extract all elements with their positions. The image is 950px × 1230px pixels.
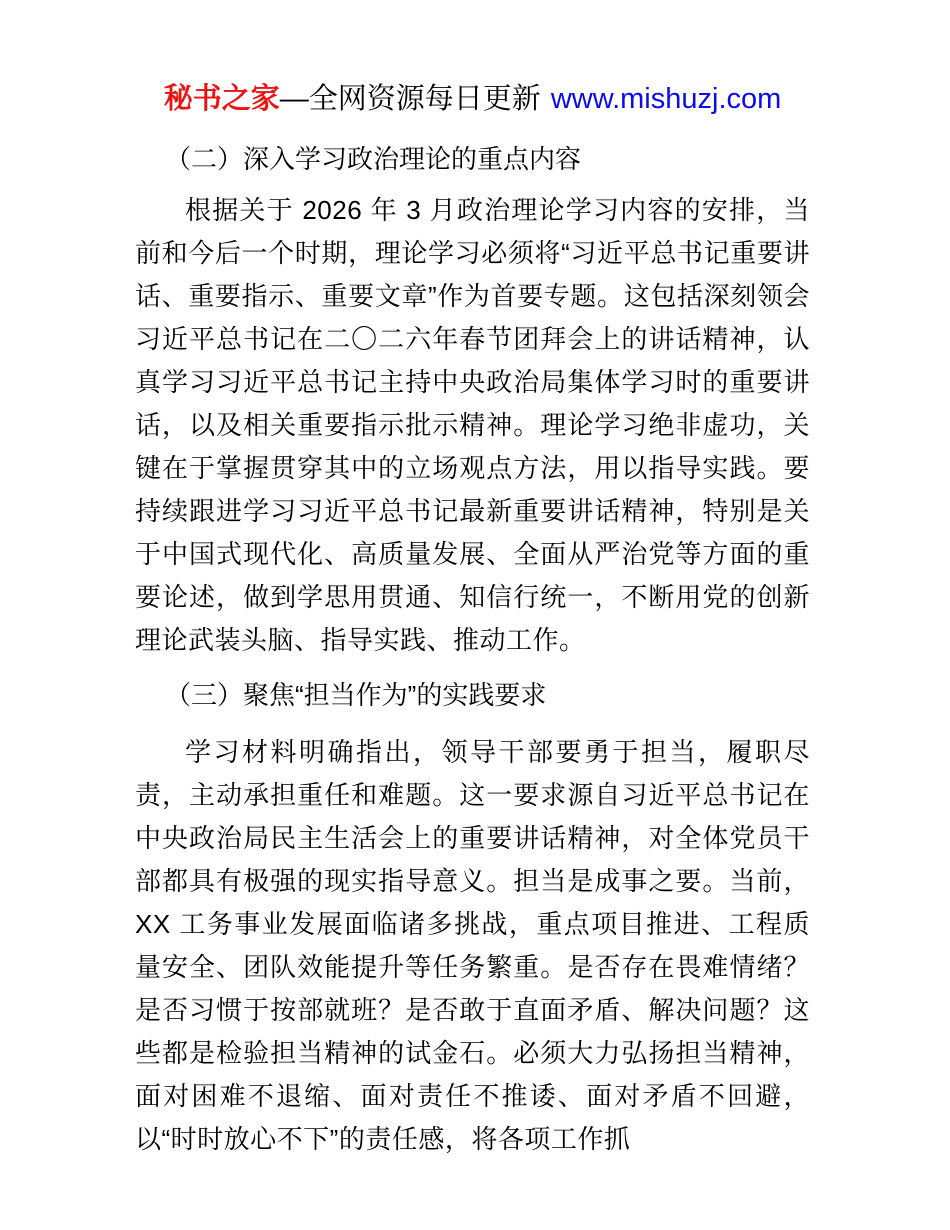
section-heading-2: （二）深入学习政治理论的重点内容 (165, 144, 582, 174)
site-header (135, 80, 810, 118)
site-name: 秘书之家 (163, 83, 280, 115)
site-tagline: —全网资源每日更新 (279, 83, 541, 115)
section-paragraph-2: 根据关于 2026 年 3 月政治理论学习内容的安排，当前和今后一个时期，理论学习必须将“习近平总书记重要讲话、重要指示、重要文章”作为首要专题。这包括深刻领会习近平总书记在二〇二六年春节团拜会上的讲话精神，认真学习习近平总书记主持中央政治局集体学习时的重要讲话，以及相关重要指示批示精神。理论学习绝非虚功，关键在于掌握贯穿其中的立场观点方法，用以指导实践。要持续跟进学习习近平总书记最新重要讲话精神，特别是关于中国式现代化、高质量发展、全面从严治党等方面的重要论述，做到学思用贯通、知信行统一，不断用党的创新理论武装头脑、指导实践、推动工作。 (135, 195, 810, 655)
section-paragraph-3: 学习材料明确指出，领导干部要勇于担当，履职尽责，主动承担重任和难题。这一要求源自习近平总书记在中央政治局民主生活会上的重要讲话精神，对全体党员干部都具有极强的现实指导意义。担当是成事之要。当前，XX 工务事业发展面临诸多挑战，重点项目推进、工程质量安全、团队效能提升等任务繁重。是否存在畏难情绪？是否习惯于按部就班？是否敢于直面矛盾、解决问题？这些都是检验担当精神的试金石。必须大力弘扬担当精神，面对困难不退缩、面对责任不推诿、面对矛盾不回避，以“时时放心不下”的责任感，将各项工作抓 (135, 737, 810, 1154)
site-url-link[interactable]: www.mishuzj.com (550, 83, 782, 115)
section-heading-3: （三）聚焦“担当作为”的实践要求 (165, 680, 547, 710)
